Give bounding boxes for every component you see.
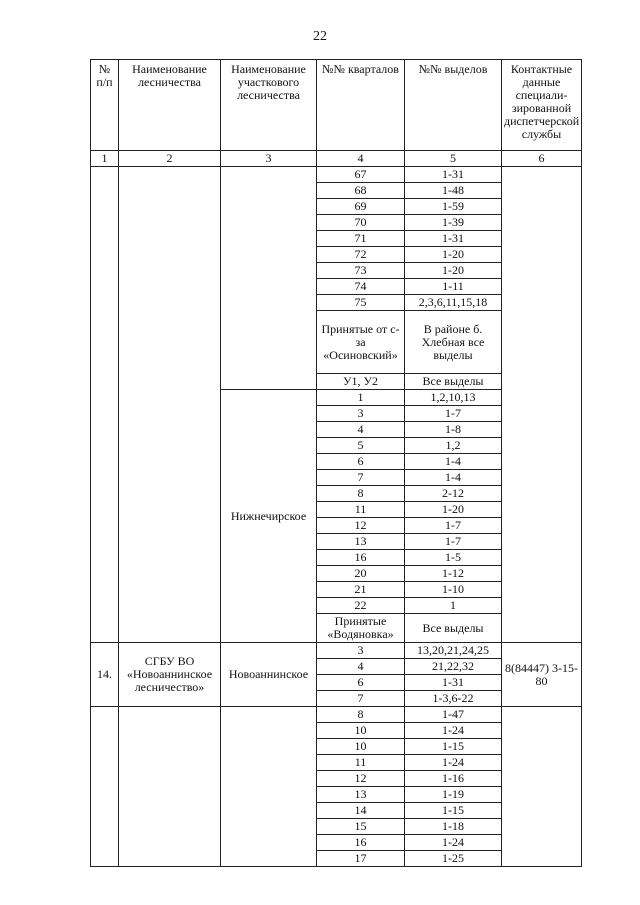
plots-cell: 1-39 [405,215,502,231]
table-body [91,167,582,867]
quarter-cell: 6 [317,675,405,691]
entry-number: 14. [91,643,119,707]
plots-cell: 2-12 [405,486,502,502]
plots-cell: 1-16 [405,771,502,787]
quarter-cell: 4 [317,659,405,675]
plots-cell: 1-11 [405,279,502,295]
district-cell: Нижнечирское [221,390,317,643]
plots-cell: 1-10 [405,582,502,598]
quarter-cell: 16 [317,550,405,566]
quarter-cell: 17 [317,851,405,867]
plots-cell: 1-4 [405,454,502,470]
quarter-cell: 4 [317,422,405,438]
plots-cell: 1-3,6-22 [405,691,502,707]
plots-cell: 1-8 [405,422,502,438]
plots-cell: 1-48 [405,183,502,199]
quarter-cell: 10 [317,739,405,755]
plots-cell: 1,2,10,13 [405,390,502,406]
plots-cell: 1-59 [405,199,502,215]
quarter-cell: 71 [317,231,405,247]
plots-cell: 2,3,6,11,15,18 [405,295,502,311]
district-cell: Новоаннинское [221,643,317,707]
plots-cell: В районе б. Хлебная все выделы [405,311,502,374]
quarter-cell: 16 [317,835,405,851]
plots-cell: 21,22,32 [405,659,502,675]
quarter-cell: 8 [317,707,405,723]
quarter-cell: 73 [317,263,405,279]
plots-cell: 1 [405,598,502,614]
contact-cell-empty [502,707,582,867]
quarter-cell: 70 [317,215,405,231]
quarter-cell: 12 [317,518,405,534]
quarter-cell: 5 [317,438,405,454]
district-cell-empty [221,707,317,867]
quarter-cell: 14 [317,803,405,819]
quarter-cell: 13 [317,787,405,803]
plots-cell: 1-24 [405,755,502,771]
plots-cell: 1-20 [405,247,502,263]
quarter-cell: 67 [317,167,405,183]
forestry-name: СГБУ ВО «Новоаннинское лесничество» [119,643,221,707]
quarter-cell: 22 [317,598,405,614]
plots-cell: 1-19 [405,787,502,803]
quarter-cell: 11 [317,502,405,518]
plots-cell: Все выделы [405,614,502,643]
plots-cell: 1-24 [405,835,502,851]
header-row [91,60,582,151]
quarter-cell: 10 [317,723,405,739]
contact-cell: 8(84447) 3-15-80 [502,643,582,707]
quarter-cell: 7 [317,470,405,486]
quarter-cell: Принятые от с-за «Осиновский» [317,311,405,374]
plots-cell: 1-47 [405,707,502,723]
quarter-cell: 21 [317,582,405,598]
page-number: 22 [313,29,327,44]
quarter-cell: 69 [317,199,405,215]
header-plots: №№ выделов [405,60,502,151]
quarter-cell: 15 [317,819,405,835]
header-forestry: Наименование лесничества [119,60,221,151]
plots-cell: 1-7 [405,518,502,534]
plots-cell: 1-15 [405,803,502,819]
quarter-cell: 68 [317,183,405,199]
num-cell-empty [91,167,119,643]
column-number: 3 [221,151,317,167]
quarter-cell: Принятые «Водяновка» [317,614,405,643]
column-number: 4 [317,151,405,167]
plots-cell: Все выделы [405,374,502,390]
contact-cell-empty [502,167,582,643]
quarter-cell: 11 [317,755,405,771]
quarter-cell: 74 [317,279,405,295]
plots-cell: 1-25 [405,851,502,867]
plots-cell: 1-31 [405,675,502,691]
plots-cell: 1-20 [405,263,502,279]
column-number: 6 [502,151,582,167]
plots-cell: 1-4 [405,470,502,486]
column-number: 5 [405,151,502,167]
quarter-cell: 12 [317,771,405,787]
quarter-cell: 8 [317,486,405,502]
column-number: 2 [119,151,221,167]
plots-cell: 1-7 [405,406,502,422]
plots-cell: 1-24 [405,723,502,739]
plots-cell: 1-15 [405,739,502,755]
column-number: 1 [91,151,119,167]
quarter-cell: У1, У2 [317,374,405,390]
plots-cell: 1-20 [405,502,502,518]
header-contacts: Контактные данные специали-зированной диспетчерской службы [502,60,582,151]
table-row [91,643,582,659]
plots-cell: 1-18 [405,819,502,835]
quarter-cell: 3 [317,406,405,422]
num-cell-empty [91,707,119,867]
header-district: Наименование участкового лесничества [221,60,317,151]
plots-cell: 13,20,21,24,25 [405,643,502,659]
forestry-cell-empty [119,707,221,867]
district-cell-empty [221,167,317,390]
quarter-cell: 6 [317,454,405,470]
plots-cell: 1,2 [405,438,502,454]
quarter-cell: 72 [317,247,405,263]
plots-cell: 1-31 [405,167,502,183]
header-num: № п/п [91,60,119,151]
plots-cell: 1-5 [405,550,502,566]
header-quarters: №№ кварталов [317,60,405,151]
table-row [91,167,582,183]
quarter-cell: 20 [317,566,405,582]
quarter-cell: 1 [317,390,405,406]
quarter-cell: 75 [317,295,405,311]
forestry-cell-empty [119,167,221,643]
forestry-table [90,59,582,867]
quarter-cell: 13 [317,534,405,550]
quarter-cell: 7 [317,691,405,707]
quarter-cell: 3 [317,643,405,659]
column-number-row [91,151,582,167]
plots-cell: 1-12 [405,566,502,582]
table-row [91,707,582,723]
plots-cell: 1-7 [405,534,502,550]
plots-cell: 1-31 [405,231,502,247]
